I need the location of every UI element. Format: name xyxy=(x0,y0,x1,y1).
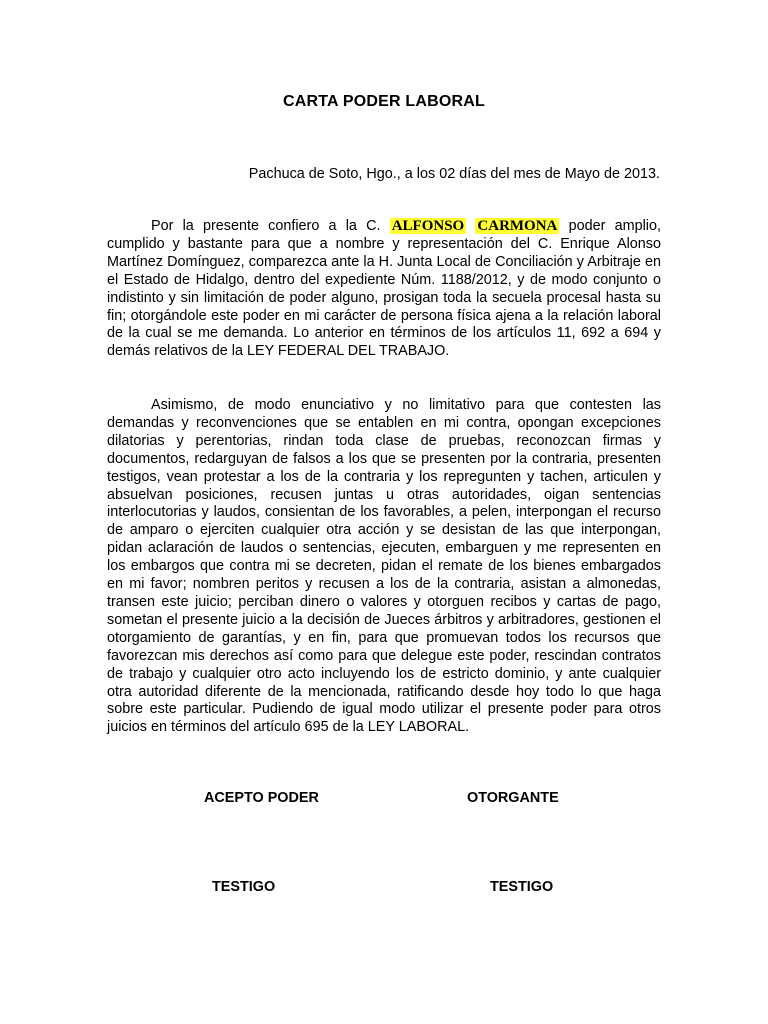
document-title: CARTA PODER LABORAL xyxy=(282,93,485,110)
highlighted-last-name: CARMONA xyxy=(477,218,558,234)
signature-witness-right-label: TESTIGO xyxy=(490,879,554,895)
signature-witness-left-label: TESTIGO xyxy=(212,879,276,895)
paragraph-power-grant xyxy=(107,218,661,361)
paragraph-body: poder amplio, cumplido y bastante para que a nombre y representación del C. Enrique Alonso Martínez Domínguez, comparezca ante la H. Junta Local de Conciliación y Arbitraje en el Estado de Hidalgo, dentro del expediente Núm. 1188/2012, y de modo conjunto o indistinto y sin limitación de poder alguno, prosigan toda la secuela procesal hasta su fin; otorgándole este poder en mi carácter de persona física ajena a la relación laboral de la cual se me demanda. Lo anterior en términos de los artículos 11, 692 a 694 y demás relativos de la LEY FEDERAL DEL TRABAJO. xyxy=(107,218,661,360)
paragraph-intro: Por la presente confiero a la C. xyxy=(151,218,390,234)
date-line: Pachuca de Soto, Hgo., a los 02 días del mes de Mayo de 2013. xyxy=(248,166,660,182)
signature-accept-label: ACEPTO PODER xyxy=(204,790,319,806)
paragraph-faculties: Asimismo, de modo enunciativo y no limitativo para que contesten las demandas y reconvenciones que se entablen en mi contra, opongan excepciones dilatorias y perentorias, rindan toda clase de pruebas, reconozcan firmas y documentos, redarguyan de falsos a los que se presenten por la contraria, presenten testigos, vean protestar a los de la contraria y los repregunten y tachen, articulen y absuelvan posiciones, recusen juntas u otras autoridades, oigan sentencias interlocutorias y laudos, consientan de los favorables, a pelen, interpongan el recurso de amparo o ejerciten cualquier otra acción y se desistan de las que interpongan, pidan aclaración de laudos o sentencias, ejecuten, embarguen y me representen en los embargos que contra mi se decreten, pidan el remate de los bienes embargados en mi favor; nombren peritos y recusen a los de la contraria, asistan a almonedas, transen este juicio; perciban dinero o valores y otorguen recibos y cartas de pago, sometan el presente juicio a la decisión de Jueces árbitros y arbitradores, gestionen el otorgamiento de garantías, y en fin, para que promuevan todos los recursos que favorezcan mis derechos así como para que delegue este poder, rescindan contratos de trabajo y cualquier otro acto incluyendo los de estricto dominio, y ante cualquier otra autoridad diferente de la mencionada, ratificando desde hoy todo lo que haga sobre este particular. Pudiendo de igual modo utilizar el presente poder para otros juicios en términos del artículo 695 de la LEY LABORAL. xyxy=(107,397,661,736)
highlighted-first-name: ALFONSO xyxy=(391,218,465,234)
signature-grantor-label: OTORGANTE xyxy=(467,790,559,806)
